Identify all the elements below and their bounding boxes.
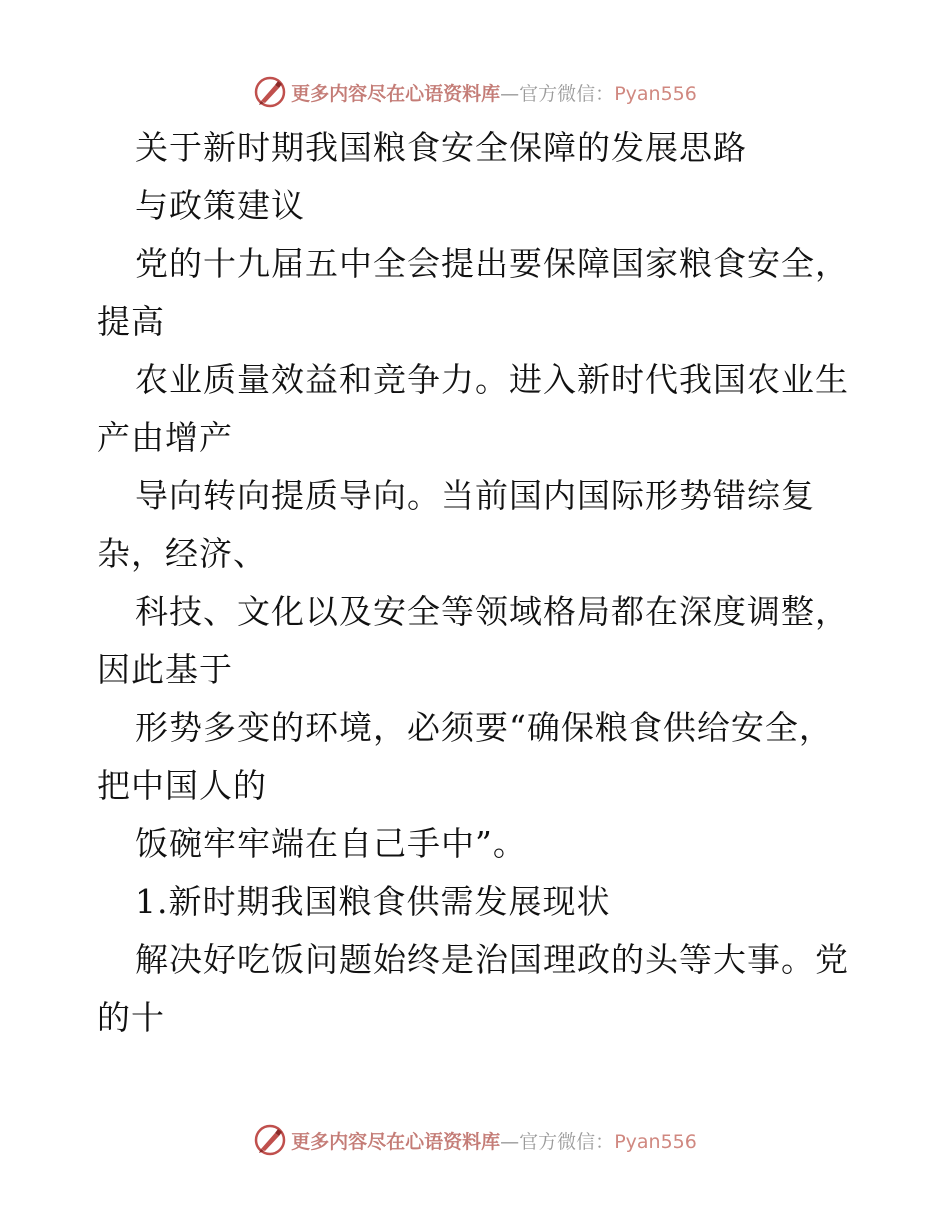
watermark-wechat-id: Pyan556: [614, 1130, 697, 1153]
paragraph-line: 因此基于: [97, 650, 233, 689]
paragraph-line: 导向转向提质导向。当前国内国际形势错综复: [135, 476, 815, 515]
pen-seal-logo-icon: [253, 1123, 287, 1157]
paragraph-line: 形势多变的环境，必须要“确保粮食供给安全，: [135, 708, 833, 747]
paragraph-line: 科技、文化以及安全等领域格局都在深度调整，: [135, 592, 849, 631]
watermark-dash: —: [500, 1130, 520, 1153]
paragraph-line: 饭碗牢牢端在自己手中”。: [135, 824, 527, 863]
watermark-dash: —: [500, 82, 520, 105]
watermark-sub-text: 官方微信：: [519, 82, 615, 105]
paragraph-line: 解决好吃饭问题始终是治国理政的头等大事。党: [135, 940, 849, 979]
paragraph-line: 杂，经济、: [97, 534, 267, 573]
paragraph-line: 党的十九届五中全会提出要保障国家粮食安全，: [135, 244, 849, 283]
title-line-2: 与政策建议: [135, 186, 305, 225]
paragraph-line: 的十: [97, 998, 165, 1037]
footer-watermark: [0, 1120, 950, 1160]
pen-seal-logo-icon: [253, 75, 287, 109]
paragraph-line: 把中国人的: [97, 766, 267, 805]
watermark-wechat-id: Pyan556: [614, 82, 697, 105]
watermark-main-text: 更多内容尽在心语资料库: [291, 82, 501, 105]
section-heading: 1.新时期我国粮食供需发展现状: [135, 882, 611, 921]
watermark-sub-text: 官方微信：: [519, 1130, 615, 1153]
paragraph-line: 产由增产: [97, 418, 233, 457]
watermark-main-text: 更多内容尽在心语资料库: [291, 1130, 501, 1153]
paragraph-line: 提高: [97, 302, 165, 341]
paragraph-line: 农业质量效益和竞争力。进入新时代我国农业生: [135, 360, 849, 399]
header-watermark: [0, 72, 950, 112]
title-line-1: 关于新时期我国粮食安全保障的发展思路: [135, 128, 747, 167]
